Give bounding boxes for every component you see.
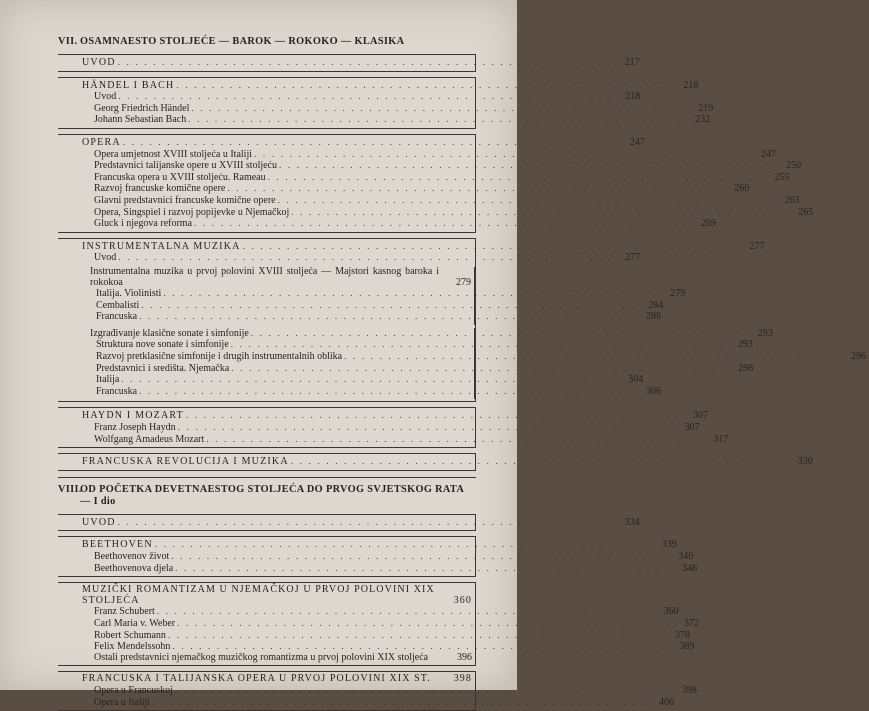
entry-label: Uvod — [94, 91, 117, 103]
toc-section — [58, 238, 867, 403]
entry-label: Carl Maria v. Weber — [94, 617, 176, 629]
dot-leader: . . . . . . . . . . . . . . . . . . . . . . . . . . . . . . . . . . . . . . . . . . . . . . . . . . . . . . . . — [118, 252, 613, 263]
entry-label: Francuska — [96, 385, 138, 397]
page-number: 296 — [851, 351, 867, 363]
toc-entry — [58, 194, 800, 207]
entry-label: FRANCUSKA I TALIJANSKA OPERA U PRVOJ POLOVINI XIX ST. — [82, 673, 431, 685]
dot-leader: . . . . . . . . . . . . . . . . . . . . . . . . . . . . . . . . . . . . . . . . . . . . . . . . . . . . . . . . — [174, 684, 669, 695]
section-heading — [58, 136, 645, 149]
toc-entry — [58, 653, 475, 664]
dot-leader: . . . . . . . . . . . . . . . . . . . . . . . . . . . . . . . . . . . . . . . . . . . . . . . . . . . . . . . . — [171, 551, 666, 561]
dot-leader: . . . . . . . . . . . . . . . . . . . . . . . . . . . . . . . . . . . . . . . . . . . . . . . . . . . . . . . . — [117, 516, 612, 527]
page-number: 288 — [646, 311, 662, 323]
dot-leader: . . . . . . . . . . . . . . . . . . . . . . . . . . . . . . . . . . . . . . . . . . . . . . . . . . . . . . . . — [154, 539, 649, 550]
chapter-divider — [58, 477, 476, 478]
toc-entry — [58, 617, 700, 630]
entry-label: Beethovenov život — [94, 551, 170, 562]
page-number: 317 — [713, 433, 729, 445]
toc-entry — [58, 433, 729, 446]
dot-leader: . . . . . . . . . . . . . . . . . . . . . . . . . . . . . . . . . . . . . . . . . . . . . . . . . . . . . . . . — [122, 136, 617, 147]
dot-leader: . . . . . . . . . . . . . . . . . . . . . . . . . . . . . . . . . . . . . . . . . . . . . . . . . . . . . . . . — [191, 102, 686, 113]
toc-entry — [58, 641, 695, 653]
page-number: 396 — [457, 651, 472, 663]
page-number: 247 — [629, 136, 645, 148]
page-number: 306 — [646, 385, 662, 397]
dot-leader: . . . . . . . . . . . . . . . . . . . . . . . . . . . . . . . . . . . . . . . . . . . . . . . . . . . . . . . . — [117, 57, 612, 67]
page-number: 307 — [692, 410, 708, 422]
subgroup-heading — [90, 327, 773, 340]
entry-label: Razvoj francuske komične opere — [94, 183, 226, 195]
page-number: 263 — [784, 194, 800, 206]
page-number: 398 — [453, 673, 472, 685]
entry-label: Glavni predstavnici francuske komične opere — [94, 194, 276, 206]
entry-label: Johann Sebastian Bach — [94, 114, 187, 126]
entry-label: Cembalisti — [96, 299, 140, 311]
toc-entry — [58, 171, 790, 184]
page-number: 298 — [738, 362, 754, 374]
entry-label: Francuska opera u XVIII stoljeću. Rameau — [94, 171, 266, 183]
toc-entry — [58, 148, 776, 161]
dot-leader: . . . . . . . . . . . . . . . . . . . . . . . . . . . . . . . . . . . . . . . . . . . . . . . . . . . . . . . . — [172, 641, 667, 652]
page-number: 360 — [663, 606, 679, 618]
section-heading — [58, 585, 475, 606]
dot-leader: . . . . . . . . . . . . . . . . . . . . . . . . . . . . . . . . . . . . . . . . . . . . . . . . . . . . . . . . — [152, 696, 647, 707]
entry-label: Franz Joseph Haydn — [94, 422, 176, 434]
dot-leader: . . . . . . . . . . . . . . . . . . . . . . . . . . . . . . . . . . . . . . . . . . . . . . . . . . . . . . . . — [267, 171, 762, 182]
dot-leader: . . . . . . . . . . . . . . . . . . . . . . . . . . . . . . . . . . . . . . . . . . . . . . . . . . . . . . . . — [139, 311, 634, 322]
dot-leader: . . . . . . . . . . . . . . . . . . . . . . . . . . . . . . . . . . . . . . . . . . . . . . . . . . . . . . . . — [121, 374, 616, 385]
toc-entry — [58, 422, 700, 434]
toc-section — [58, 671, 697, 711]
page-number: 218 — [683, 79, 699, 91]
dot-leader: . . . . . . . . . . . . . . . . . . . . . . . . . . . . . . . . . . . . . . . . . . . . . . . . . . . . . . . . — [290, 456, 785, 467]
page-number: 360 — [453, 594, 472, 606]
page-number: 406 — [659, 696, 675, 708]
toc-entry — [58, 206, 814, 219]
dot-leader: . . . . . . . . . . . . . . . . . . . . . . . . . . . . . . . . . . . . . . . . . . . . . . . . . . . . . . . . — [250, 327, 745, 338]
section-heading — [58, 539, 677, 551]
entry-label: Opera u Francuskoj — [94, 684, 173, 696]
toc-entry — [58, 606, 679, 618]
toc-entry — [58, 629, 690, 642]
entry-label: Gluck i njegova reforma — [94, 218, 193, 230]
section-heading — [58, 674, 475, 685]
entry-label: Opera umjetnost XVIII stoljeća u Italiji — [94, 148, 253, 160]
page-number: 260 — [734, 183, 750, 195]
dot-leader: . . . . . . . . . . . . . . . . . . . . . . . . . . . . . . . . . . . . . . . . . . . . . . . . . . . . . . . . — [177, 617, 672, 628]
chapter-title: OD POČETKA DEVETNAESTOG STOLJEĆA DO PRVOG SVJETSKOG RATA — I dio — [80, 483, 464, 507]
toc-entry — [90, 299, 664, 312]
page-number: 389 — [679, 641, 695, 653]
page-number: 398 — [681, 684, 697, 696]
section-heading — [58, 79, 699, 92]
entry-label: Georg Friedrich Händel — [94, 102, 190, 114]
entry-label: INSTRUMENTALNA MUZIKA — [82, 240, 241, 252]
entry-label: UVOD — [82, 516, 116, 528]
dot-leader: . . . . . . . . . . . . . . . . . . . . . . . . . . . . . . . . . . . . . . . . . . . . . . . . . . . . . . . . — [141, 299, 636, 310]
page-number: 277 — [625, 252, 641, 264]
subgroup-heading — [90, 267, 474, 288]
chapter-title: OSAMNAESTO STOLJEĆE — BAROK — ROKOKO — KLASIKA — [80, 36, 405, 47]
dot-leader: . . . . . . . . . . . . . . . . . . . . . . . . . . . . . . . . . . . . . . . . . . . . . . . . . . . . . . . . — [277, 194, 772, 205]
section-heading — [58, 456, 813, 468]
page-number: 279 — [670, 288, 686, 300]
toc-entry — [58, 160, 801, 172]
toc-section — [58, 536, 698, 577]
section-heading — [58, 516, 640, 529]
toc-entry — [58, 696, 675, 709]
toc-section — [58, 514, 640, 532]
entry-label: OPERA — [82, 136, 121, 148]
page-number: 293 — [737, 339, 753, 351]
dot-leader: . . . . . . . . . . . . . . . . . . . . . . . . . . . . . . . . . . . . . . . . . . . . . . . . . . . . . . . . — [227, 183, 722, 194]
entry-label: Francuska — [96, 311, 138, 323]
dot-leader: . . . . . . . . . . . . . . . . . . . . . . . . . . . . . . . . . . . . . . . . . . . . . . . . . . . . . . . . — [279, 160, 773, 171]
page-number: 339 — [661, 539, 677, 551]
entry-label: Predstavnici i središta. Njemačka — [96, 362, 230, 374]
entry-label: Beethovenova djela — [94, 562, 174, 574]
section-heading — [58, 410, 708, 422]
toc-entry — [58, 562, 698, 575]
toc-entry — [58, 183, 750, 195]
entry-label: Felix Mendelssohn — [94, 641, 171, 653]
page-number: 265 — [798, 206, 814, 218]
page-number: 293 — [757, 327, 773, 339]
page-number: 334 — [624, 516, 640, 528]
dot-leader: . . . . . . . . . . . . . . . . . . . . . . . . . . . . . . . . . . . . . . . . . . . . . . . . . . . . . . . . — [118, 91, 613, 102]
toc-section — [58, 77, 714, 129]
entry-label: HAYDN I MOZART — [82, 410, 184, 422]
toc-entry — [90, 288, 686, 300]
toc-entry — [90, 339, 753, 351]
page-number: 372 — [684, 617, 700, 629]
toc-section — [58, 407, 729, 448]
dot-leader: . . . . . . . . . . . . . . . . . . . . . . . . . . . . . . . . . . . . . . . . . . . . . . . . . . . . . . . . — [156, 606, 651, 617]
entry-label: Opera, Singspiel i razvoj popijevke u Njemačkoj — [94, 206, 290, 218]
page-number: 269 — [700, 218, 716, 230]
toc-subgroup — [90, 265, 686, 325]
dot-leader: . . . . . . . . . . . . . . . . . . . . . . . . . . . . . . . . . . . . . . . . . . . . . . . . . . . . . . . . — [230, 339, 725, 350]
toc-entry — [90, 385, 662, 398]
page-number: 378 — [674, 629, 690, 641]
page-number: 218 — [625, 91, 641, 103]
chapter-heading — [58, 36, 476, 48]
entry-label: FRANCUSKA REVOLUCIJA I MUZIKA — [82, 456, 289, 468]
dot-leader: . . . . . . . . . . . . . . . . . . . . . . . . . . . . . . . . . . . . . . . . . . . . . . . . . . . . . . . . — [344, 351, 839, 362]
toc-entry — [58, 684, 697, 697]
toc-entry — [90, 351, 867, 363]
entry-label: HÄNDEL I BACH — [82, 79, 175, 91]
entry-label: UVOD — [82, 57, 116, 68]
page-number: 304 — [628, 374, 644, 386]
page-number: 250 — [785, 160, 801, 172]
dot-leader: . . . . . . . . . . . . . . . . . . . . . . . . . . . . . . . . . . . . . . . . . . . . . . . . . . . . . . . . — [206, 433, 701, 444]
page-number: 340 — [678, 551, 694, 562]
dot-leader: . . . . . . . . . . . . . . . . . . . . . . . . . . . . . . . . . . . . . . . . . . . . . . . . . . . . . . . . — [254, 148, 748, 159]
chapter-number: VIII. — [58, 483, 82, 495]
toc-entry — [90, 374, 644, 386]
entry-label: Predstavnici talijanske opere u XVIII stoljeću — [94, 160, 277, 172]
entry-label: Instrumentalna muzika u prvoj polovini XVIII stoljeća — Majstori kasnog baroka i rokokoa — [90, 265, 439, 288]
entry-label: Italija — [96, 374, 120, 386]
page-number: 219 — [698, 102, 714, 114]
entry-label: Italija. Violinisti — [96, 288, 162, 300]
toc-entry — [58, 114, 711, 126]
dot-leader: . . . . . . . . . . . . . . . . . . . . . . . . . . . . . . . . . . . . . . . . . . . . . . . . . . . . . . . . — [194, 218, 688, 229]
page-number: 217 — [624, 57, 640, 68]
dot-leader: . . . . . . . . . . . . . . . . . . . . . . . . . . . . . . . . . . . . . . . . . . . . . . . . . . . . . . . . — [177, 422, 672, 433]
dot-leader: . . . . . . . . . . . . . . . . . . . . . . . . . . . . . . . . . . . . . . . . . . . . . . . . . . . . . . . . — [242, 240, 737, 251]
toc-entry — [58, 252, 641, 264]
page-number: 247 — [760, 148, 776, 160]
entry-label: Razvoj pretklasične simfonije i drugih instrumentalnih oblika — [96, 351, 343, 363]
page-number: 279 — [456, 276, 471, 288]
entry-label: Struktura nove sonate i simfonije — [96, 339, 229, 351]
entry-label: Opera u Italiji — [94, 696, 151, 708]
section-heading — [58, 57, 640, 69]
dot-leader: . . . . . . . . . . . . . . . . . . . . . . . . . . . . . . . . . . . . . . . . . . . . . . . . . . . . . . . . — [231, 362, 726, 373]
dot-leader: . . . . . . . . . . . . . . . . . . . . . . . . . . . . . . . . . . . . . . . . . . . . . . . . . . . . . . . . — [167, 629, 662, 640]
entry-label: BEETHOVEN — [82, 539, 153, 551]
toc-section — [58, 54, 640, 72]
entry-label: Uvod — [94, 252, 117, 264]
dot-leader: . . . . . . . . . . . . . . . . . . . . . . . . . . . . . . . . . . . . . . . . . . . . . . . . . . . . . . . . — [139, 385, 634, 396]
dot-leader: . . . . . . . . . . . . . . . . . . . . . . . . . . . . . . . . . . . . . . . . . . . . . . . . . . . . . . . . — [176, 79, 671, 90]
toc-section — [58, 134, 814, 233]
entry-label: Franz Schubert — [94, 606, 155, 618]
toc-entry — [58, 91, 641, 103]
chapter-heading — [58, 484, 476, 508]
page-number: 284 — [648, 299, 664, 311]
toc-entry — [90, 362, 754, 375]
toc-entry — [58, 102, 714, 115]
entry-label: MUZIČKI ROMANTIZAM U NJEMAČKOJ U PRVOJ POLOVINI XIX STOLJEĆA — [82, 584, 435, 606]
table-of-contents — [58, 36, 867, 711]
entry-label: Wolfgang Amadeus Mozart — [94, 433, 205, 445]
dot-leader: . . . . . . . . . . . . . . . . . . . . . . . . . . . . . . . . . . . . . . . . . . . . . . . . . . . . . . . . — [185, 410, 680, 421]
page-number: 277 — [749, 240, 765, 252]
toc-entry — [58, 218, 716, 230]
dot-leader: . . . . . . . . . . . . . . . . . . . . . . . . . . . . . . . . . . . . . . . . . . . . . . . . . . . . . . . . — [175, 562, 670, 573]
dot-leader: . . . . . . . . . . . . . . . . . . . . . . . . . . . . . . . . . . . . . . . . . . . . . . . . . . . . . . . . — [291, 206, 786, 217]
entry-label: Izgrađivanje klasične sonate i simfonije — [90, 327, 249, 339]
section-heading — [58, 240, 765, 253]
toc-entry — [58, 551, 694, 563]
chapter-number: VII. — [58, 36, 78, 47]
entry-label: Robert Schumann — [94, 629, 166, 641]
page-number: 232 — [695, 114, 711, 126]
dot-leader: . . . . . . . . . . . . . . . . . . . . . . . . . . . . . . . . . . . . . . . . . . . . . . . . . . . . . . . . — [188, 114, 683, 125]
page-number: 346 — [682, 562, 698, 574]
page-number: 307 — [684, 422, 700, 434]
toc-subgroup — [90, 327, 867, 400]
toc-section — [58, 453, 813, 471]
page-number: 255 — [774, 171, 790, 183]
toc-section — [58, 582, 700, 666]
page-number: 330 — [797, 456, 813, 468]
entry-label: Ostali predstavnici njemačkog muzičkog romantizma u prvoj polovini XIX stoljeća — [94, 651, 429, 663]
toc-entry — [90, 311, 662, 323]
dot-leader: . . . . . . . . . . . . . . . . . . . . . . . . . . . . . . . . . . . . . . . . . . . . . . . . . . . . . . . . — [163, 288, 658, 299]
